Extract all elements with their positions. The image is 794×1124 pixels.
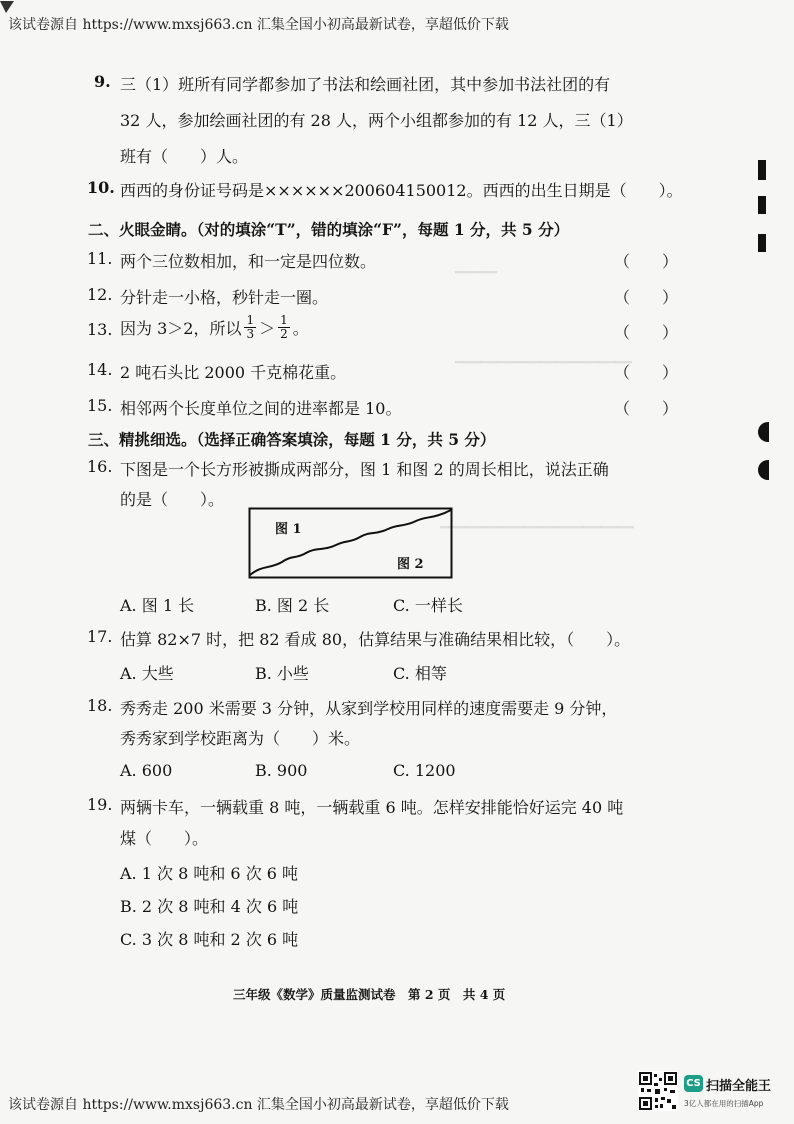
show-through-mark: ━━━━━	[455, 265, 498, 281]
show-through-mark: ━━━━━━━━━━━━━━━━━━━━━	[455, 355, 633, 371]
q9-line2: 32 人，参加绘画社团的有 28 人，两个小组都参加的有 12 人，三（1）	[120, 111, 633, 130]
show-through-mark: ━━━━━━━━━━━━━━━━━━━━━━━	[440, 520, 634, 536]
q10-text: 西西的身份证号码是××××××200604150012。西西的出生日期是（ ）。	[120, 181, 683, 200]
q18-line2: 秀秀家到学校距离为（ ）米。	[120, 729, 361, 748]
section-2-title: 二、火眼金睛。（对的填涂“T”，错的填涂“F”，每题 1 分，共 5 分）	[88, 220, 570, 239]
margin-mark	[758, 160, 766, 180]
fraction-one-third	[244, 314, 256, 341]
q12-answer-box[interactable]: （ ）	[614, 288, 679, 307]
q19-line1: 两辆卡车，一辆载重 8 吨，一辆载重 6 吨。怎样安排能恰好运完 40 吨	[120, 798, 624, 817]
q9-line1: 三（1）班所有同学都参加了书法和绘画社团，其中参加书法社团的有	[120, 75, 611, 94]
q14-text: 2 吨石头比 2000 千克棉花重。	[120, 363, 347, 382]
q13-text	[120, 314, 309, 341]
q17-number: 17.	[87, 627, 113, 646]
q9-number: 9.	[94, 72, 111, 91]
q11-number: 11.	[87, 249, 113, 268]
q16-option-b[interactable]: B. 图 2 长	[255, 596, 330, 615]
q17-option-c[interactable]: C. 相等	[393, 664, 447, 683]
camscanner-logo: CS	[684, 1075, 703, 1092]
q16-number: 16.	[87, 457, 113, 476]
q16-option-c[interactable]: C. 一样长	[393, 596, 463, 615]
q12-text: 分针走一小格，秒针走一圈。	[120, 288, 329, 307]
q17-option-b[interactable]: B. 小些	[255, 664, 309, 683]
page-footer: 三年级《数学》质量监测试卷 第 2 页 共 4 页	[233, 987, 506, 1002]
q19-line2: 煤（ ）。	[120, 829, 209, 848]
q14-number: 14.	[87, 360, 113, 379]
q10-number: 10.	[87, 178, 115, 197]
q18-line1: 秀秀走 200 米需要 3 分钟，从家到学校用同样的速度需要走 9 分钟，	[120, 699, 618, 718]
q11-answer-box[interactable]: （ ）	[614, 252, 679, 271]
q16-line1: 下图是一个长方形被撕成两部分，图 1 和图 2 的周长相比，说法正确	[120, 460, 609, 479]
fraction-one-half	[278, 314, 290, 341]
q18-option-c[interactable]: C. 1200	[393, 761, 456, 780]
q18-option-a[interactable]: A. 600	[120, 761, 173, 780]
margin-mark	[758, 196, 766, 214]
q9-line3: 班有（ ）人。	[120, 147, 249, 166]
figure-label-2: 图 2	[397, 557, 424, 572]
frac1-denominator: 3	[246, 327, 255, 341]
q18-option-b[interactable]: B. 900	[255, 761, 308, 780]
frac2-denominator: 2	[280, 327, 288, 341]
q13-end: 。	[292, 319, 309, 338]
q17-option-a[interactable]: A. 大些	[120, 664, 174, 683]
q14-answer-box[interactable]: （ ）	[614, 363, 679, 382]
q19-number: 19.	[87, 795, 113, 814]
watermark-bottom: 该试卷源自 https://www.mxsj663.cn 汇集全国小初高最新试卷，享超低价下载	[8, 1097, 509, 1113]
q13-text-a: 因为 3＞2，所以	[120, 319, 242, 338]
q16-line2: 的是（ ）。	[120, 490, 225, 509]
frac2-numerator: 1	[280, 313, 288, 327]
section-3-title: 三、精挑细选。（选择正确答案填涂，每题 1 分，共 5 分）	[88, 430, 496, 449]
watermark-top: 该试卷源自 https://www.mxsj663.cn 汇集全国小初高最新试卷，享超低价下载	[8, 17, 509, 33]
binding-hole-mark	[758, 460, 769, 480]
corner-mark-icon	[0, 0, 16, 14]
q11-text: 两个三位数相加，和一定是四位数。	[120, 252, 377, 271]
q15-number: 15.	[87, 396, 113, 415]
q19-option-b[interactable]: B. 2 次 8 吨和 4 次 6 吨	[120, 897, 299, 916]
q17-text: 估算 82×7 时，把 82 看成 80，估算结果与准确结果相比较，（ ）。	[120, 630, 631, 649]
q13-answer-box[interactable]: （ ）	[614, 323, 679, 342]
q12-number: 12.	[87, 285, 113, 304]
qr-code-icon[interactable]	[638, 1071, 678, 1111]
q15-answer-box[interactable]: （ ）	[614, 399, 679, 418]
scanner-tagline: 3亿人都在用的扫描App	[684, 1099, 764, 1108]
q19-option-c[interactable]: C. 3 次 8 吨和 2 次 6 吨	[120, 930, 299, 949]
binding-hole-mark	[758, 422, 769, 442]
q16-option-a[interactable]: A. 图 1 长	[120, 596, 195, 615]
q13-number: 13.	[87, 320, 113, 339]
q15-text: 相邻两个长度单位之间的进率都是 10。	[120, 399, 402, 418]
q19-option-a[interactable]: A. 1 次 8 吨和 6 次 6 吨	[120, 864, 299, 883]
figure-label-1: 图 1	[275, 522, 302, 537]
q13-gt: ＞	[259, 319, 276, 338]
q18-number: 18.	[87, 696, 113, 715]
frac1-numerator: 1	[246, 313, 255, 327]
scanner-app-name: 扫描全能王	[706, 1079, 772, 1094]
margin-mark	[758, 234, 766, 252]
